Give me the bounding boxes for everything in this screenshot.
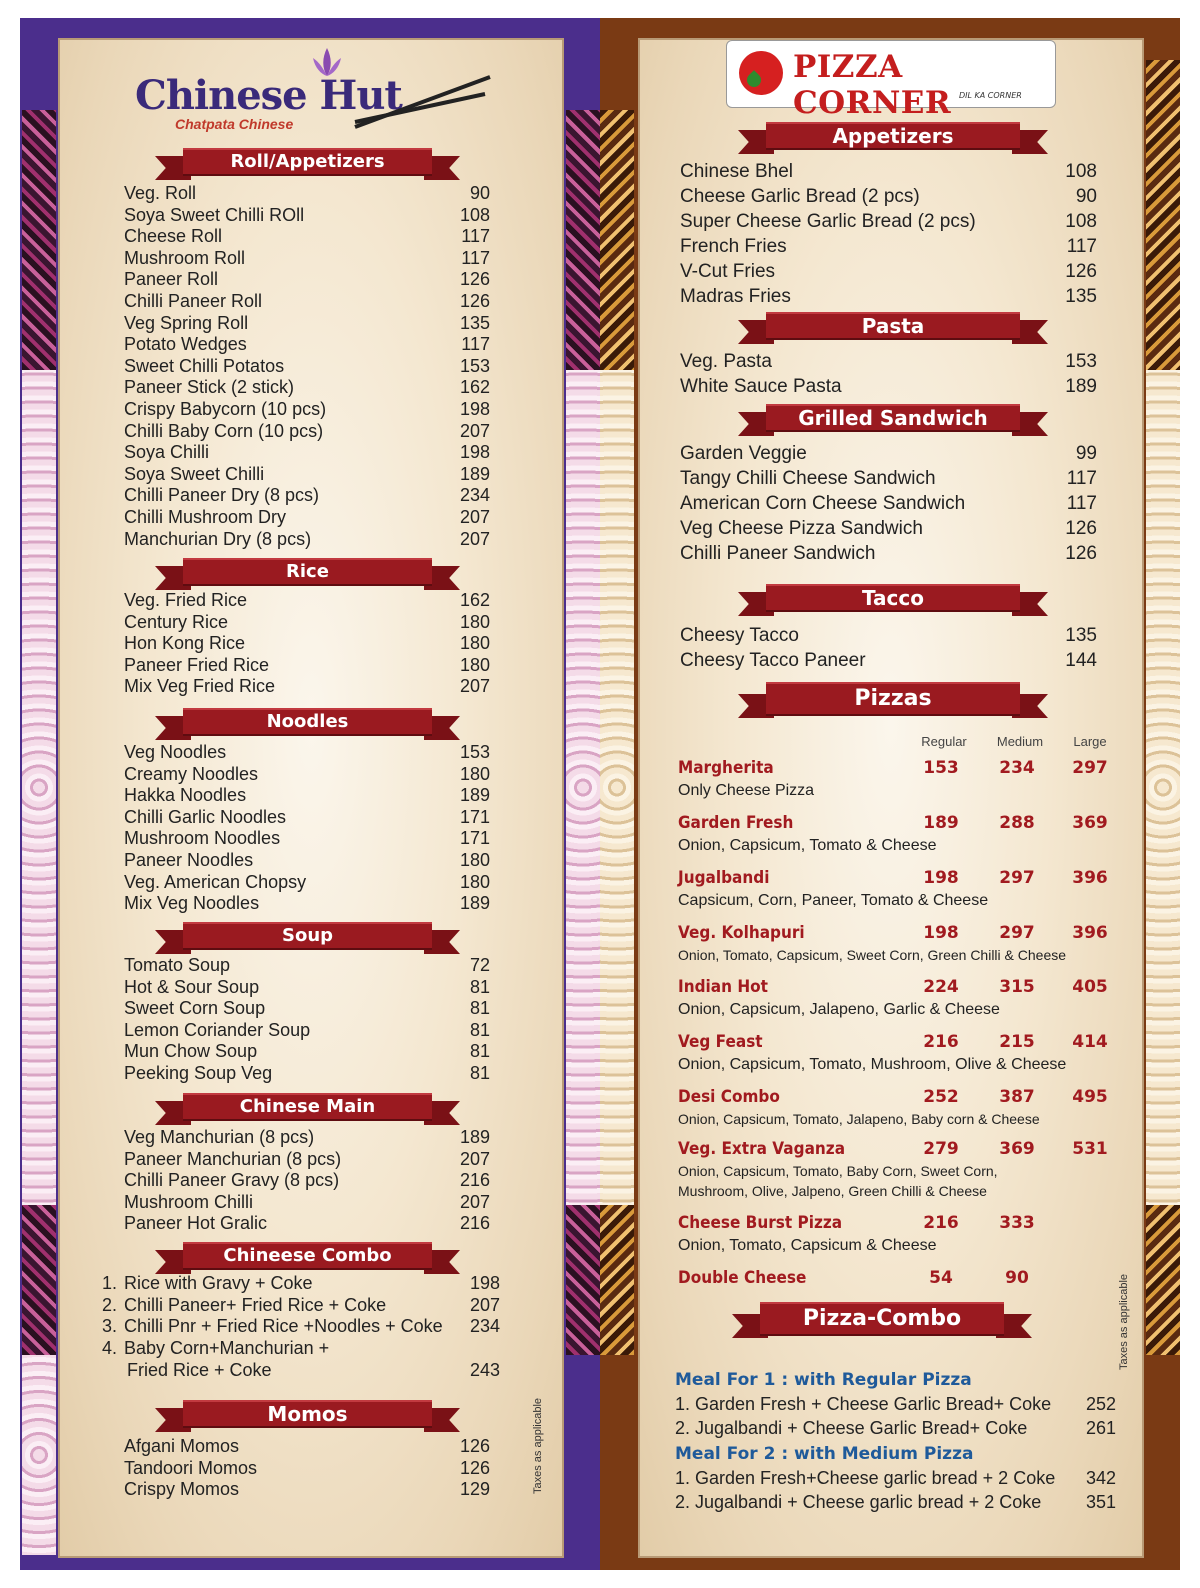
menu-item-price: 90 bbox=[469, 183, 490, 203]
pizza-price-regular: 54 bbox=[929, 1268, 953, 1288]
menu-item-name: Chilli Garlic Noodles bbox=[124, 806, 287, 827]
menu-item-price: 180 bbox=[459, 611, 490, 632]
pizza-description: Only Cheese Pizza bbox=[678, 782, 815, 799]
menu-item-price: 180 bbox=[459, 654, 490, 675]
pizza-column-large: Large bbox=[1073, 734, 1107, 749]
menu-item-price: 207 bbox=[459, 676, 490, 697]
menu-item-name: Soya Chilli bbox=[124, 442, 210, 463]
combo-price: 252 bbox=[1085, 1394, 1116, 1414]
center-left-ornament-bottom bbox=[566, 1205, 600, 1355]
center-left-ornament-top bbox=[566, 110, 600, 370]
menu-item-price: 108 bbox=[1065, 211, 1097, 232]
pizza-description: Capsicum, Corn, Paneer, Tomato & Cheese bbox=[678, 892, 989, 909]
menu-item-price: 81 bbox=[469, 1063, 490, 1083]
menu-item-price: 126 bbox=[1065, 518, 1097, 539]
banner-pasta bbox=[738, 312, 1048, 346]
banner-grilled-sandwich bbox=[738, 404, 1048, 438]
menu-item-name: Mushroom Roll bbox=[124, 247, 246, 268]
menu-item-name: Creamy Noodles bbox=[124, 763, 259, 784]
menu-item-name: Veg Noodles bbox=[124, 742, 227, 762]
section-title: Roll/Appetizers bbox=[183, 148, 432, 176]
pizza-description: Onion, Tomato, Capsicum & Cheese bbox=[678, 1237, 937, 1254]
left-ornament-top bbox=[22, 110, 56, 370]
menu-item-name: French Fries bbox=[680, 236, 787, 257]
menu-item-name: Veg. Fried Rice bbox=[124, 590, 248, 610]
menu-item-name: White Sauce Pasta bbox=[680, 376, 842, 397]
menu-item-price: 207 bbox=[459, 1148, 490, 1169]
menu-item-name: Mun Chow Soup bbox=[124, 1041, 258, 1062]
menu-item-price: 153 bbox=[459, 742, 490, 762]
pizza-name: Cheese Burst Pizza bbox=[678, 1213, 843, 1233]
pizza-column-regular: Regular bbox=[921, 734, 967, 749]
pizza-price-medium: 333 bbox=[999, 1213, 1035, 1233]
taxes-note-right: Taxes as applicable bbox=[1118, 1273, 1130, 1370]
chopsticks-icon bbox=[345, 72, 495, 132]
menu-item-price: 216 bbox=[459, 1170, 490, 1191]
pizza-name: Veg Feast bbox=[678, 1032, 763, 1052]
combo-name-continued: Fried Rice + Coke bbox=[127, 1360, 272, 1380]
menu-item-name: Chilli Baby Corn (10 pcs) bbox=[124, 420, 324, 441]
menu-item-price: 189 bbox=[459, 463, 490, 484]
center-right-ornament-bottom bbox=[600, 1205, 634, 1355]
menu-item-name: Mix Veg Fried Rice bbox=[124, 676, 276, 697]
menu-item-name: Cheese Garlic Bread (2 pcs) bbox=[680, 186, 920, 207]
menu-item-name: Paneer Noodles bbox=[124, 850, 254, 870]
combo-line: 2. Jugalbandi + Cheese garlic bread + 2 Coke bbox=[675, 1492, 1042, 1512]
menu-item-price: 81 bbox=[469, 976, 490, 997]
menu-item-price: 135 bbox=[1065, 286, 1097, 307]
menu-item-name: Chilli Paneer Dry (8 pcs) bbox=[124, 485, 320, 506]
menu-item-price: 207 bbox=[459, 507, 490, 527]
banner-tacco bbox=[738, 584, 1048, 618]
menu-item-name: V-Cut Fries bbox=[680, 261, 776, 282]
section-title: Chinese Main bbox=[183, 1093, 432, 1121]
menu-item-name: Tandoori Momos bbox=[124, 1457, 258, 1478]
combo-number: 4. bbox=[102, 1338, 118, 1358]
menu-item-price: 162 bbox=[459, 377, 490, 398]
combo-price: 234 bbox=[469, 1316, 500, 1336]
menu-item-price: 135 bbox=[1065, 625, 1097, 646]
combo-price: 198 bbox=[469, 1273, 500, 1293]
section-title: Pasta bbox=[766, 312, 1020, 340]
menu-item-price: 117 bbox=[1066, 468, 1097, 489]
menu-item-name: Paneer Stick (2 stick) bbox=[124, 377, 295, 398]
pizza-price-regular: 224 bbox=[923, 977, 959, 997]
combo-name: Chilli Pnr + Fried Rice +Noodles + Coke bbox=[124, 1316, 443, 1336]
center-left-ornament-middle bbox=[566, 370, 600, 1205]
pizza-price-medium: 297 bbox=[999, 868, 1035, 888]
banner-chinese-combo bbox=[155, 1242, 460, 1276]
menu-item-name: Soya Sweet Chilli ROll bbox=[124, 204, 305, 225]
meal-for-1-heading: Meal For 1 : with Regular Pizza bbox=[675, 1370, 972, 1390]
pizza-price-large: 414 bbox=[1072, 1032, 1108, 1052]
pizza-description: Onion, Capsicum, Tomato, Jalapeno, Baby corn & Cheese bbox=[678, 1111, 1040, 1127]
section-title: Appetizers bbox=[766, 122, 1020, 150]
menu-item-price: 126 bbox=[459, 1436, 490, 1456]
pizza-description: Onion, Tomato, Capsicum, Sweet Corn, Green Chilli & Cheese bbox=[678, 947, 1067, 963]
combo-price: 351 bbox=[1085, 1492, 1116, 1512]
menu-item-price: 117 bbox=[1066, 236, 1097, 257]
section-title: Momos bbox=[183, 1400, 432, 1428]
menu-item-name: Chilli Mushroom Dry bbox=[124, 507, 287, 527]
menu-item-name: Sweet Corn Soup bbox=[124, 998, 266, 1019]
menu-item-price: 153 bbox=[459, 355, 490, 376]
menu-item-name: Super Cheese Garlic Bread (2 pcs) bbox=[680, 211, 976, 232]
menu-item-price: 129 bbox=[459, 1479, 490, 1500]
pizza-description: Onion, Capsicum, Tomato, Mushroom, Olive & Cheese bbox=[678, 1056, 1067, 1073]
menu-item-name: Hakka Noodles bbox=[124, 785, 247, 806]
menu-item-price: 207 bbox=[459, 528, 490, 549]
right-ornament-top bbox=[1146, 60, 1180, 370]
menu-item-price: 189 bbox=[459, 785, 490, 806]
menu-item-name: Chinese Bhel bbox=[680, 161, 794, 182]
pizza-price-regular: 252 bbox=[923, 1087, 959, 1107]
chinese-hut-logo bbox=[135, 44, 495, 130]
menu-item-price: 72 bbox=[469, 955, 490, 975]
left-ornament-middle bbox=[22, 370, 56, 1205]
menu-item-price: 117 bbox=[461, 247, 490, 268]
banner-appetizers bbox=[738, 122, 1048, 156]
menu-item-price: 189 bbox=[459, 893, 490, 914]
menu-item-name: Cheese Roll bbox=[124, 226, 223, 247]
pizza-column-medium: Medium bbox=[996, 734, 1044, 749]
menu-item-price: 135 bbox=[459, 312, 490, 333]
pizza-price-large: 369 bbox=[1072, 813, 1108, 833]
combo-name: Chilli Paneer+ Fried Rice + Coke bbox=[124, 1295, 387, 1315]
menu-item-name: Garden Veggie bbox=[680, 443, 807, 464]
menu-item-price: 126 bbox=[1065, 543, 1097, 564]
pizza-corner-tagline: DIL KA CORNER bbox=[959, 91, 1022, 100]
pizza-price-medium: 297 bbox=[999, 923, 1035, 943]
menu-item-name: Veg. Pasta bbox=[680, 351, 772, 372]
section-title: Pizzas bbox=[766, 682, 1020, 716]
menu-item-price: 99 bbox=[1075, 443, 1097, 464]
combo-price: 261 bbox=[1085, 1418, 1116, 1438]
pizza-price-medium: 234 bbox=[999, 758, 1035, 778]
meal-for-2-heading: Meal For 2 : with Medium Pizza bbox=[675, 1444, 974, 1464]
menu-item-name: Veg Manchurian (8 pcs) bbox=[124, 1127, 315, 1147]
combo-price: 342 bbox=[1085, 1468, 1116, 1488]
banner-chinese-main bbox=[155, 1093, 460, 1127]
menu-item-price: 108 bbox=[1065, 161, 1097, 182]
combo-name: Rice with Gravy + Coke bbox=[124, 1273, 313, 1293]
pizza-price-large: 396 bbox=[1072, 868, 1108, 888]
pizza-name: Jugalbandi bbox=[678, 868, 770, 888]
section-title: Grilled Sandwich bbox=[766, 404, 1020, 432]
menu-item-price: 180 bbox=[459, 850, 490, 870]
menu-item-price: 117 bbox=[461, 334, 490, 355]
combo-number: 1. bbox=[102, 1273, 118, 1293]
menu-item-price: 162 bbox=[459, 590, 490, 610]
menu-item-name: Mushroom Noodles bbox=[124, 828, 281, 849]
menu-item-name: Lemon Coriander Soup bbox=[124, 1019, 311, 1040]
menu-item-name: Tangy Chilli Cheese Sandwich bbox=[680, 468, 936, 489]
menu-item-price: 171 bbox=[459, 828, 490, 849]
combo-line: 1. Garden Fresh + Cheese Garlic Bread+ Coke bbox=[675, 1394, 1052, 1414]
combo-price: 243 bbox=[469, 1360, 500, 1380]
pizza-price-large: 495 bbox=[1072, 1087, 1108, 1107]
pizza-price-regular: 153 bbox=[923, 758, 959, 778]
menu-item-price: 216 bbox=[459, 1213, 490, 1234]
menu-item-price: 207 bbox=[459, 1191, 490, 1212]
menu-item-price: 207 bbox=[459, 420, 490, 441]
pizza-corner-emblem-icon bbox=[739, 51, 783, 95]
menu-item-price: 171 bbox=[459, 806, 490, 827]
menu-item-name: Crispy Momos bbox=[124, 1479, 240, 1500]
right-ornament-bottom bbox=[1146, 1205, 1180, 1355]
combo-price: 207 bbox=[469, 1295, 500, 1315]
pizza-price-medium: 288 bbox=[999, 813, 1035, 833]
pizza-corner-logo bbox=[726, 40, 1056, 121]
pizza-description: Onion, Capsicum, Tomato & Cheese bbox=[678, 837, 937, 854]
menu-item-price: 180 bbox=[459, 763, 490, 784]
menu-item-name: Sweet Chilli Potatos bbox=[124, 355, 285, 376]
menu-item-name: Century Rice bbox=[124, 611, 229, 632]
menu-item-name: Afgani Momos bbox=[124, 1436, 240, 1456]
menu-item-price: 198 bbox=[459, 442, 490, 463]
taxes-note-left: Taxes as applicable bbox=[532, 1397, 544, 1494]
menu-item-name: Soya Sweet Chilli bbox=[124, 463, 265, 484]
banner-pizzas bbox=[738, 682, 1048, 722]
combo-name: Baby Corn+Manchurian + bbox=[124, 1338, 330, 1358]
menu-item-price: 126 bbox=[1065, 261, 1097, 282]
banner-momos bbox=[155, 1400, 460, 1434]
menu-item-price: 108 bbox=[459, 204, 490, 225]
menu-item-price: 180 bbox=[459, 871, 490, 892]
menu-item-name: Chilli Paneer Gravy (8 pcs) bbox=[124, 1170, 340, 1191]
menu-item-price: 144 bbox=[1065, 650, 1097, 671]
pizza-corner-brand: PIZZA CORNER bbox=[793, 49, 952, 121]
menu-item-price: 117 bbox=[461, 226, 490, 247]
section-title: Pizza-Combo bbox=[760, 1302, 1004, 1336]
pizza-price-medium: 315 bbox=[999, 977, 1035, 997]
menu-item-price: 126 bbox=[459, 291, 490, 311]
pizza-price-regular: 189 bbox=[923, 813, 959, 833]
menu-item-price: 81 bbox=[469, 1041, 490, 1062]
center-right-ornament-top bbox=[600, 110, 634, 370]
pizza-price-regular: 198 bbox=[923, 923, 959, 943]
pizza-price-medium: 387 bbox=[999, 1087, 1035, 1107]
menu-item-price: 234 bbox=[459, 485, 490, 506]
menu-item-name: Veg Cheese Pizza Sandwich bbox=[680, 518, 923, 539]
banner-pizza-combo bbox=[732, 1302, 1032, 1342]
menu-item-name: Veg. Roll bbox=[124, 183, 197, 203]
menu-item-name: Peeking Soup Veg bbox=[124, 1063, 273, 1083]
menu-item-name: Tomato Soup bbox=[124, 955, 231, 975]
pizza-description: Onion, Capsicum, Jalapeno, Garlic & Cheese bbox=[678, 1001, 1000, 1018]
menu-item-name: Cheesy Tacco Paneer bbox=[680, 650, 866, 671]
pizza-name: Double Cheese bbox=[678, 1268, 807, 1288]
banner-soup bbox=[155, 922, 460, 956]
menu-item-price: 189 bbox=[459, 1127, 490, 1147]
pizza-name: Margherita bbox=[678, 758, 774, 778]
menu-item-name: Paneer Hot Gralic bbox=[124, 1213, 268, 1234]
menu-item-price: 81 bbox=[469, 998, 490, 1019]
menu-item-name: Paneer Fried Rice bbox=[124, 654, 270, 675]
pizza-name: Veg. Kolhapuri bbox=[678, 923, 805, 943]
combo-line: 2. Jugalbandi + Cheese Garlic Bread+ Coke bbox=[675, 1418, 1028, 1438]
menu-item-name: Chilli Paneer Sandwich bbox=[680, 543, 876, 564]
menu-item-name: Paneer Manchurian (8 pcs) bbox=[124, 1148, 342, 1169]
menu-item-price: 153 bbox=[1065, 351, 1097, 372]
center-right-ornament-middle bbox=[600, 370, 634, 1205]
menu-item-price: 180 bbox=[459, 633, 490, 654]
chinese-hut-tagline: Chatpata Chinese bbox=[175, 116, 294, 132]
section-title: Tacco bbox=[766, 584, 1020, 612]
section-title: Noodles bbox=[183, 708, 432, 736]
pizza-price-large: 396 bbox=[1072, 923, 1108, 943]
menu-item-price: 117 bbox=[1066, 493, 1097, 514]
menu-item-name: Cheesy Tacco bbox=[680, 625, 799, 646]
pizza-price-medium: 90 bbox=[1005, 1268, 1029, 1288]
pizza-price-regular: 216 bbox=[923, 1032, 959, 1052]
menu-item-name: Manchurian Dry (8 pcs) bbox=[124, 528, 312, 549]
menu-item-name: Hon Kong Rice bbox=[124, 633, 246, 654]
menu-item-price: 90 bbox=[1075, 186, 1097, 207]
combo-number: 2. bbox=[102, 1295, 118, 1315]
menu-item-name: Potato Wedges bbox=[124, 334, 247, 355]
banner-roll-appetizers bbox=[155, 148, 460, 182]
combo-number: 3. bbox=[102, 1316, 118, 1336]
pizza-price-large: 531 bbox=[1072, 1139, 1108, 1159]
pizza-price-medium: 215 bbox=[999, 1032, 1035, 1052]
pizza-price-regular: 279 bbox=[923, 1139, 959, 1159]
menu-item-name: Veg Spring Roll bbox=[124, 312, 249, 333]
section-title: Rice bbox=[183, 558, 432, 586]
pizza-name: Desi Combo bbox=[678, 1087, 780, 1107]
pizza-price-medium: 369 bbox=[999, 1139, 1035, 1159]
combo-line: 1. Garden Fresh+Cheese garlic bread + 2 Coke bbox=[675, 1468, 1056, 1488]
menu-item-price: 126 bbox=[459, 1457, 490, 1478]
menu-item-name: Crispy Babycorn (10 pcs) bbox=[124, 399, 327, 419]
pizza-price-regular: 198 bbox=[923, 868, 959, 888]
banner-rice bbox=[155, 558, 460, 592]
menu-item-price: 198 bbox=[459, 399, 490, 419]
right-ornament-middle bbox=[1146, 370, 1180, 1205]
pizza-price-large: 297 bbox=[1072, 758, 1108, 778]
menu-item-name: Mushroom Chilli bbox=[124, 1191, 254, 1212]
pizza-description-continued: Mushroom, Olive, Jalpeno, Green Chilli & Cheese bbox=[678, 1183, 987, 1199]
pizza-price-large: 405 bbox=[1072, 977, 1108, 997]
menu-item-price: 189 bbox=[1065, 376, 1097, 397]
menu-item-name: Madras Fries bbox=[680, 286, 791, 307]
menu-item-name: American Corn Cheese Sandwich bbox=[680, 493, 966, 514]
pizza-name: Indian Hot bbox=[678, 977, 768, 997]
menu-item-name: Chilli Paneer Roll bbox=[124, 291, 263, 311]
menu-item-name: Hot & Sour Soup bbox=[124, 976, 260, 997]
menu-item-price: 81 bbox=[469, 1019, 490, 1040]
pizza-name: Garden Fresh bbox=[678, 813, 794, 833]
menu-item-name: Mix Veg Noodles bbox=[124, 893, 260, 914]
chinese-hut-brand: Chinese Hut bbox=[135, 72, 402, 119]
pizza-price-regular: 216 bbox=[923, 1213, 959, 1233]
menu-item-name: Veg. American Chopsy bbox=[124, 871, 307, 892]
pizza-description: Onion, Capsicum, Tomato, Baby Corn, Sweet Corn, bbox=[678, 1163, 998, 1179]
left-ornament-bottom2 bbox=[22, 1355, 56, 1555]
left-ornament-bottom bbox=[22, 1205, 56, 1355]
section-title: Soup bbox=[183, 922, 432, 950]
menu-item-name: Paneer Roll bbox=[124, 269, 219, 290]
pizza-name: Veg. Extra Vaganza bbox=[678, 1139, 846, 1159]
section-title: Chineese Combo bbox=[183, 1242, 432, 1270]
banner-noodles bbox=[155, 708, 460, 742]
menu-item-price: 126 bbox=[459, 269, 490, 290]
